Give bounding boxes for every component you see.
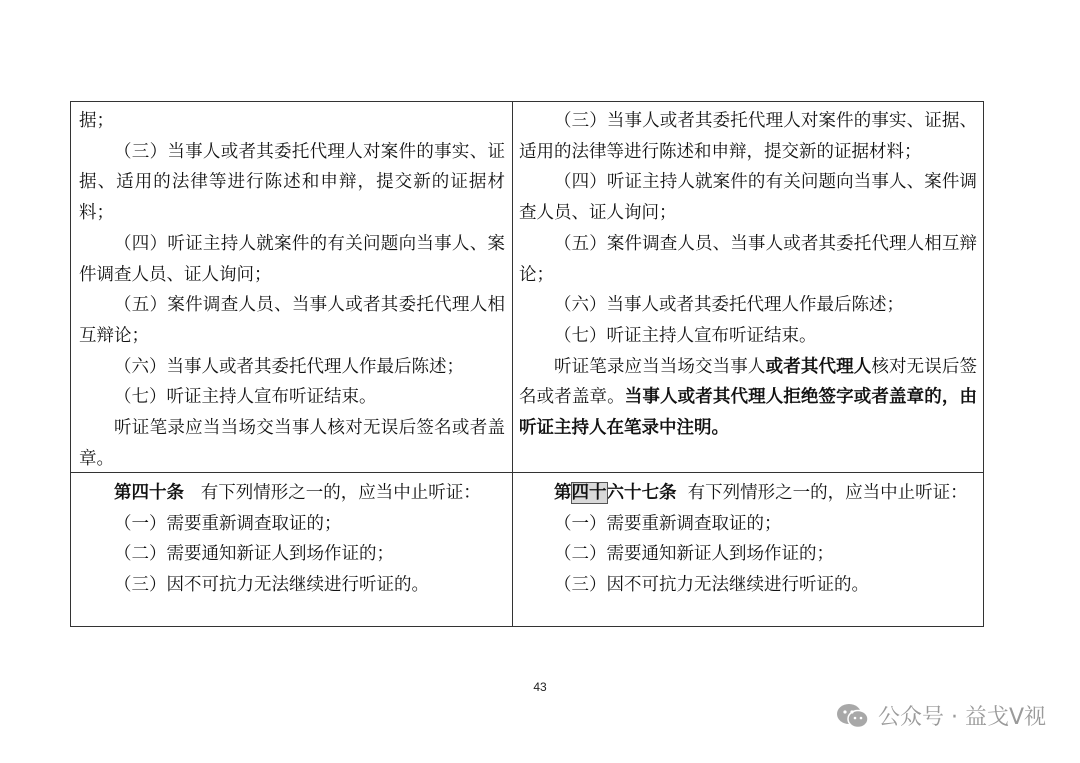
row1-right-para-5: （七）听证主持人宣布听证结束。 [554,325,817,346]
row1-left-para-2: （三）当事人或者其委托代理人对案件的事实、证据、适用的法律等进行陈述和申辩，提交新的证据材料； [79,141,505,224]
row1-right-para-1: （三）当事人或者其委托代理人对案件的事实、证据、适用的法律等进行陈述和申辩，提交新的证据材料； [519,111,977,162]
amended-text-plain: 听证笔录应当当场交当事人 [554,356,766,377]
row1-right-para-2: （四）听证主持人就案件的有关问题向当事人、案件调查人员、证人询问； [519,172,977,224]
row2-right-item-2: （二）需要通知新证人到场作证的； [554,544,834,565]
row2-left-cell [79,478,505,601]
row1-left-para-7: 听证笔录应当当场交当事人核对无误后签名或者盖章。 [79,418,505,469]
row2-right-item-1: （一）需要重新调查取证的； [554,513,782,534]
article-intro: 有下列情形之一的，应当中止听证： [687,483,968,503]
row2-right-cell [519,478,977,601]
page-number: 43 [533,680,547,694]
row1-left-para-4: （五）案件调查人员、当事人或者其委托代理人相互辩论； [79,295,505,346]
article-intro: 有下列情形之一的，应当中止听证： [200,483,481,503]
row1-right-para-4: （六）当事人或者其委托代理人作最后陈述； [554,295,904,316]
amended-text-bold: 当事人或者其代理人拒绝签字或者盖章的，由听证主持人在笔录中注明。 [519,387,978,439]
watermark [836,700,1046,731]
amended-text-plain: 核对无误后签名或者盖章。 [519,356,978,408]
row2-left-item-2: （二）需要通知新证人到场作证的； [114,544,394,565]
row2-right-item-3: （三）因不可抗力无法继续进行听证的。 [554,575,869,596]
article-number-new: 六十七条 [606,483,677,503]
row1-left-para-5: （六）当事人或者其委托代理人作最后陈述； [114,356,464,377]
article-heading [79,478,505,509]
comparison-table [70,101,984,627]
article-number-prefix: 第 [554,483,572,503]
row2-left-item-1: （一）需要重新调查取证的； [114,513,342,534]
column-divider [512,102,513,626]
amended-text-bold: 或者其代理人 [765,356,872,377]
watermark-text: 公众号 · 益戈V视 [877,705,1046,730]
article-number: 第四十条 [114,483,184,503]
deleted-text-highlight: 四十 [571,483,607,503]
row1-right-para-6 [519,352,977,444]
row2-left-item-3: （三）因不可抗力无法继续进行听证的。 [114,575,429,596]
row1-right-para-3: （五）案件调查人员、当事人或者其委托代理人相互辩论； [519,233,977,285]
row1-left-cell [79,106,505,474]
row1-right-cell [519,106,977,444]
row1-left-para-6: （七）听证主持人宣布听证结束。 [114,387,377,408]
row1-left-para-3: （四）听证主持人就案件的有关问题向当事人、案件调查人员、证人询问； [79,233,505,285]
wechat-icon [836,703,870,729]
article-heading [519,478,977,509]
row1-left-para-1: 据； [79,111,114,131]
